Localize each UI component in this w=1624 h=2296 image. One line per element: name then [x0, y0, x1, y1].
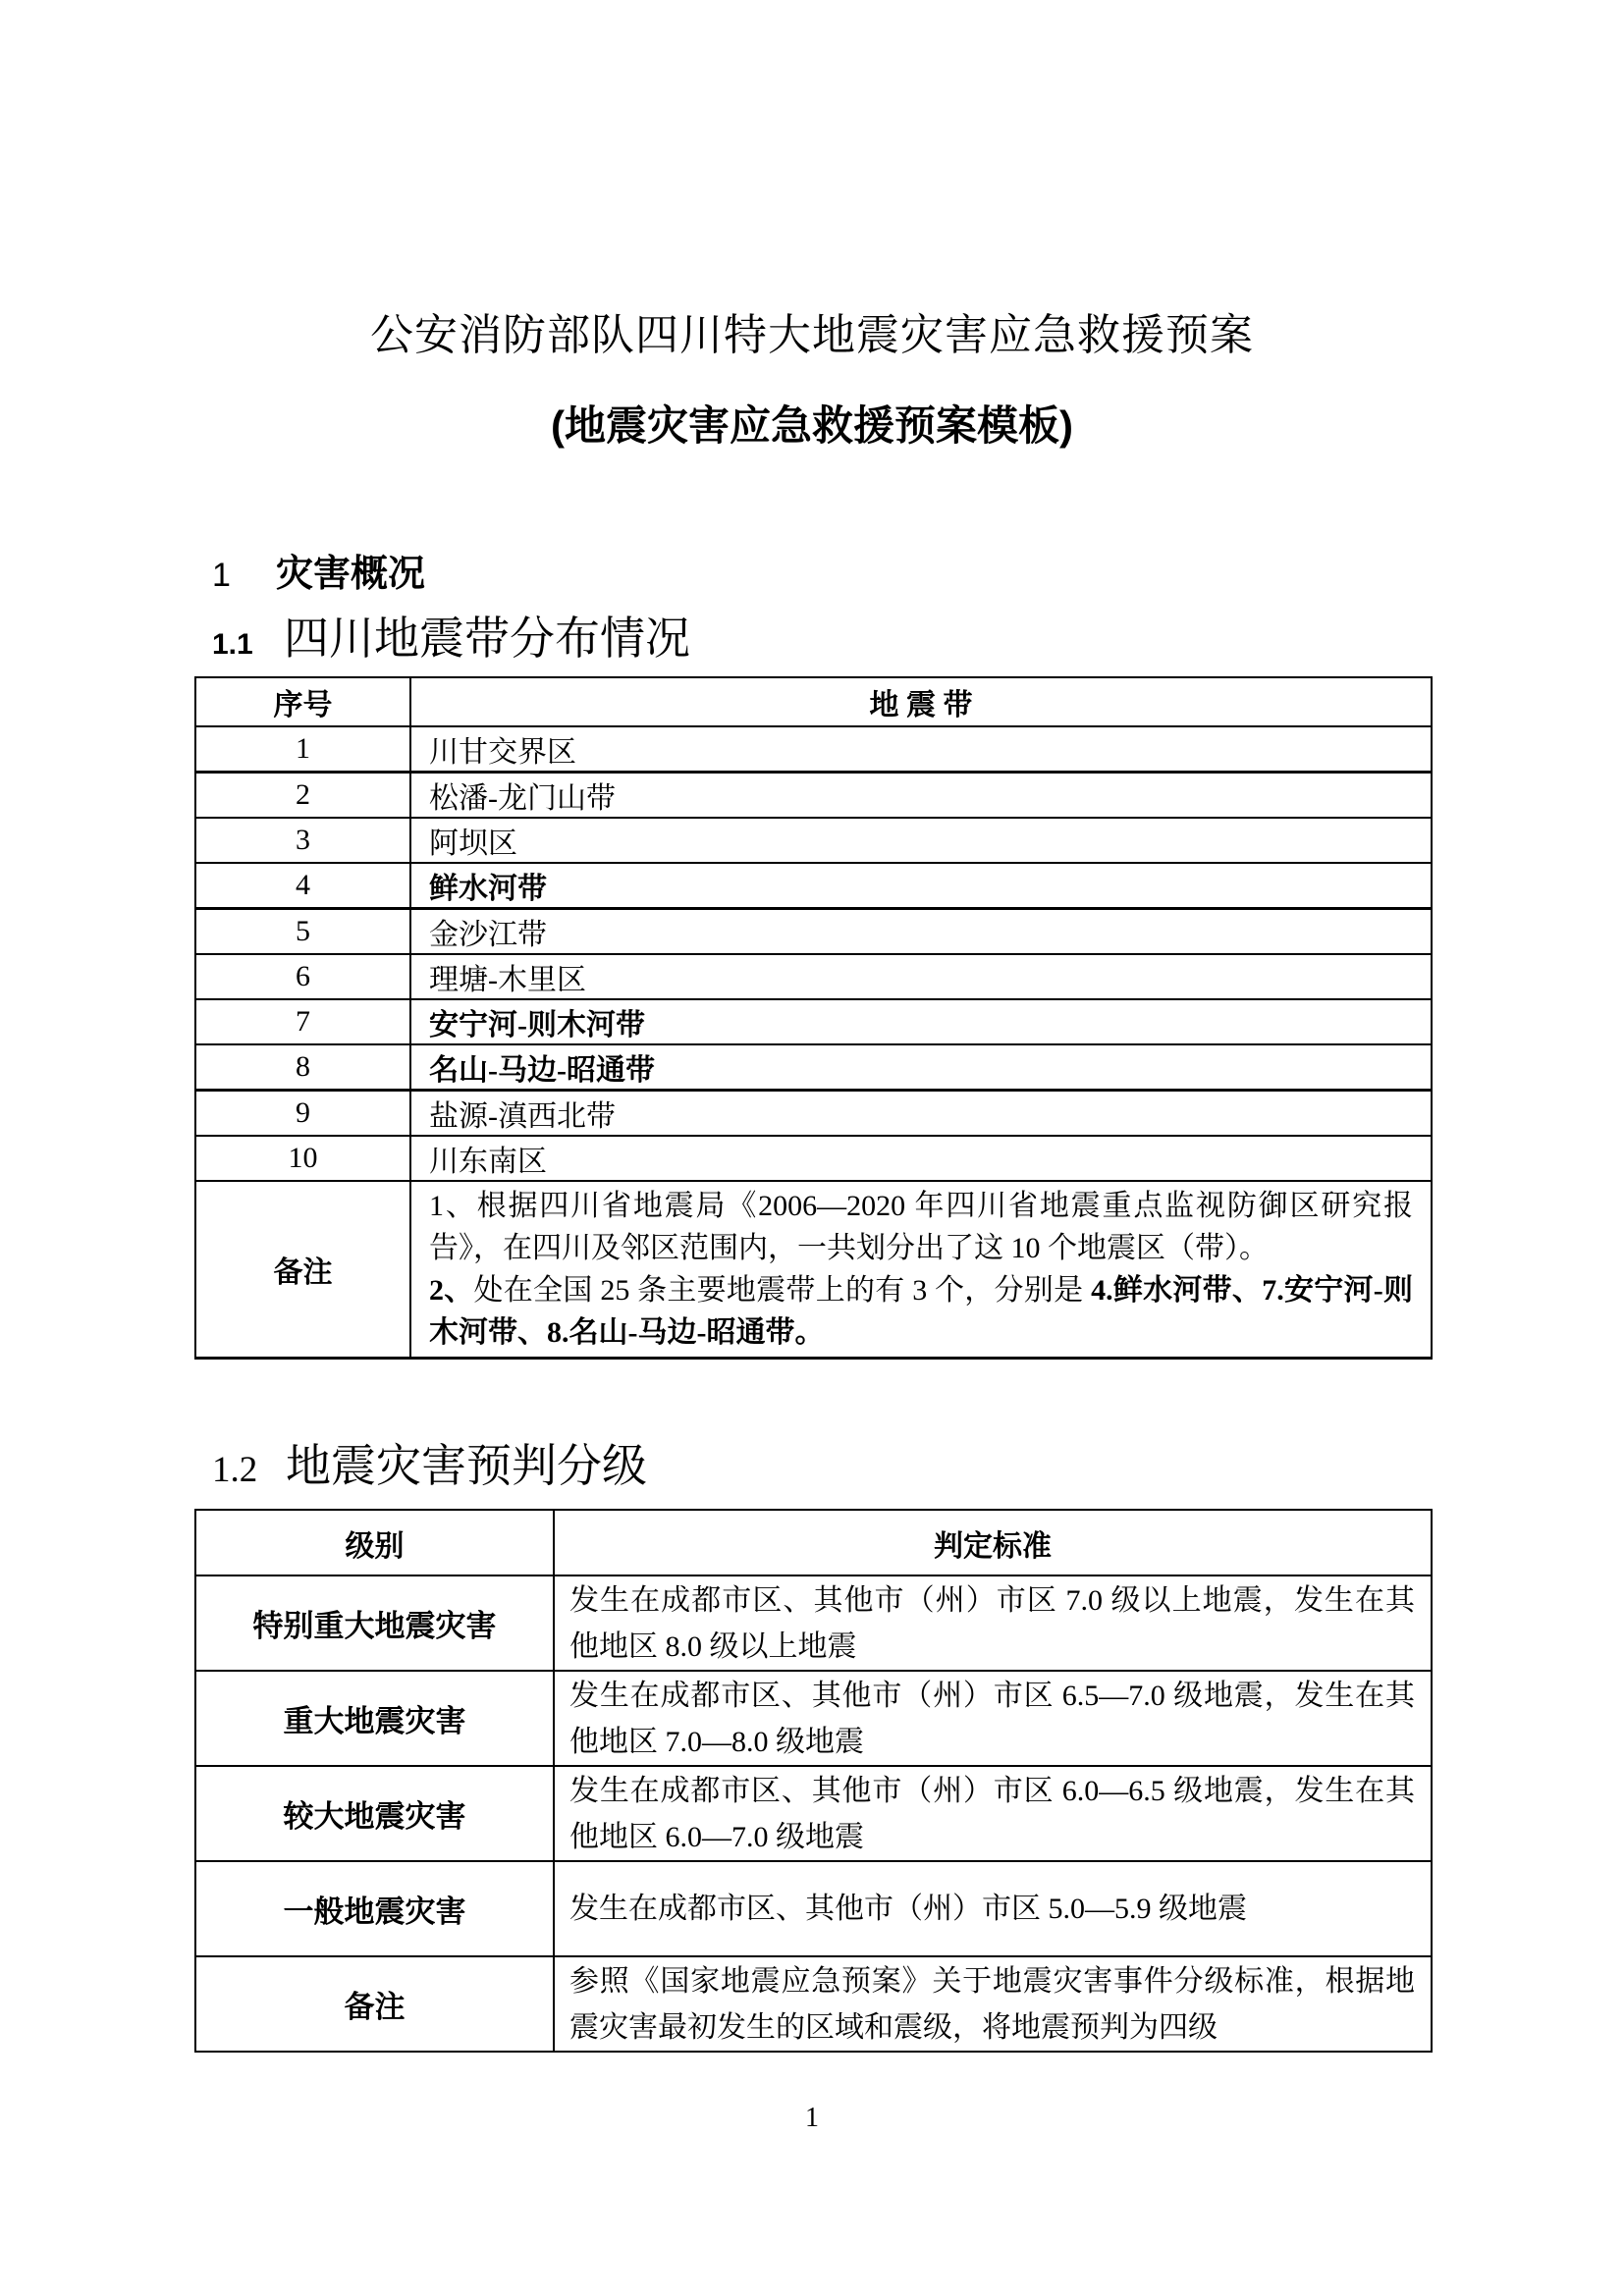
belt-row-name: 金沙江带 — [410, 909, 1432, 955]
grading-criteria: 发生在成都市区、其他市（州）市区 7.0 级以上地震，发生在其他地区 8.0 级以上地震 — [554, 1575, 1432, 1671]
grading-table-row — [195, 1956, 1432, 2052]
heading-text: 地震灾害预判分级 — [286, 1440, 647, 1491]
column-header-criteria: 判定标准 — [554, 1510, 1432, 1575]
belt-row-number: 6 — [195, 954, 410, 999]
belt-row-name: 川甘交界区 — [410, 726, 1432, 773]
belt-table-row — [195, 999, 1432, 1044]
heading-text: 灾害概况 — [276, 554, 426, 595]
grading-table-row — [195, 1861, 1432, 1956]
belt-table-row — [195, 863, 1432, 909]
belt-row-number: 4 — [195, 863, 410, 909]
belt-table-row — [195, 1044, 1432, 1091]
heading-number: 1 — [212, 557, 231, 594]
belt-table-row — [195, 773, 1432, 819]
belt-row-number: 9 — [195, 1091, 410, 1137]
belt-row-name: 川东南区 — [410, 1136, 1432, 1181]
column-header-level: 级别 — [195, 1510, 554, 1575]
grading-criteria: 发生在成都市区、其他市（州）市区 5.0—5.9 级地震 — [554, 1861, 1432, 1956]
heading-disaster-overview — [212, 553, 425, 604]
table-header-row — [195, 677, 1432, 726]
remark-text-segment: 2、 — [429, 1274, 474, 1307]
column-header-belt: 地 震 带 — [410, 677, 1432, 726]
belt-table-row — [195, 726, 1432, 773]
grading-level: 重大地震灾害 — [195, 1671, 554, 1766]
grading-table-row — [195, 1671, 1432, 1766]
heading-number: 1.1 — [212, 628, 253, 661]
heading-earthquake-grading — [212, 1438, 647, 1505]
heading-seismic-belt-distribution — [212, 611, 690, 677]
belt-row-number: 10 — [195, 1136, 410, 1181]
remark-text-segment: 4.鲜水河带、7.安宁河-则木河带、8.名山-马边-昭通带。 — [429, 1274, 1414, 1349]
grading-table-row — [195, 1766, 1432, 1861]
belt-row-name: 鲜水河带 — [410, 863, 1432, 909]
grading-level: 一般地震灾害 — [195, 1861, 554, 1956]
remark-paragraph — [429, 1269, 1413, 1354]
heading-number: 1.2 — [212, 1450, 258, 1490]
doc-title: 公安消防部队四川特大地震灾害应急救援预案 — [370, 311, 1254, 359]
belt-row-number: 3 — [195, 818, 410, 863]
grading-table-row — [195, 1575, 1432, 1671]
belt-row-name: 安宁河-则木河带 — [410, 999, 1432, 1044]
belt-table-row — [195, 909, 1432, 955]
remark-text-segment: 1、根据四川省地震局《2006—2020 年四川省地震重点监视防御区研究报告》，在四川及邻区范围内，一共划分出了这 10 个地震区（带）。 — [429, 1190, 1413, 1264]
remark-label: 备注 — [195, 1181, 410, 1359]
remark-text-segment: 处在全国 25 条主要地震带上的有 3 个，分别是 — [473, 1274, 1092, 1307]
doc-subtitle: (地震灾害应急救援预案模板) — [551, 402, 1073, 449]
remark-paragraph — [429, 1185, 1413, 1269]
belt-table-row — [195, 1091, 1432, 1137]
grading-criteria: 发生在成都市区、其他市（州）市区 6.5—7.0 级地震，发生在其他地区 7.0—8.0 级地震 — [554, 1671, 1432, 1766]
grading-criteria: 参照《国家地震应急预案》关于地震灾害事件分级标准，根据地震灾害最初发生的区域和震级，将地震预判为四级 — [554, 1956, 1432, 2052]
belt-row-name: 盐源-滇西北带 — [410, 1091, 1432, 1137]
belt-row-number: 7 — [195, 999, 410, 1044]
belt-row-number: 1 — [195, 726, 410, 773]
belt-row-number: 2 — [195, 773, 410, 819]
belt-row-name: 阿坝区 — [410, 818, 1432, 863]
belt-row-name: 理塘-木里区 — [410, 954, 1432, 999]
belt-row-name: 名山-马边-昭通带 — [410, 1044, 1432, 1091]
column-header-no: 序号 — [195, 677, 410, 726]
heading-text: 四川地震带分布情况 — [284, 613, 690, 664]
belt-table-remark-row — [195, 1181, 1432, 1359]
belt-row-name: 松潘-龙门山带 — [410, 773, 1432, 819]
table-header-row — [195, 1510, 1432, 1575]
grading-table — [194, 1509, 1433, 2053]
seismic-belt-table — [194, 676, 1433, 1360]
belt-row-number: 8 — [195, 1044, 410, 1091]
grading-level: 较大地震灾害 — [195, 1766, 554, 1861]
belt-row-number: 5 — [195, 909, 410, 955]
grading-level: 特别重大地震灾害 — [195, 1575, 554, 1671]
page-number: 1 — [805, 2103, 819, 2133]
belt-table-row — [195, 954, 1432, 999]
remark-content — [410, 1181, 1432, 1359]
grading-criteria: 发生在成都市区、其他市（州）市区 6.0—6.5 级地震，发生在其他地区 6.0—7.0 级地震 — [554, 1766, 1432, 1861]
belt-table-row — [195, 1136, 1432, 1181]
grading-level: 备注 — [195, 1956, 554, 2052]
belt-table-row — [195, 818, 1432, 863]
